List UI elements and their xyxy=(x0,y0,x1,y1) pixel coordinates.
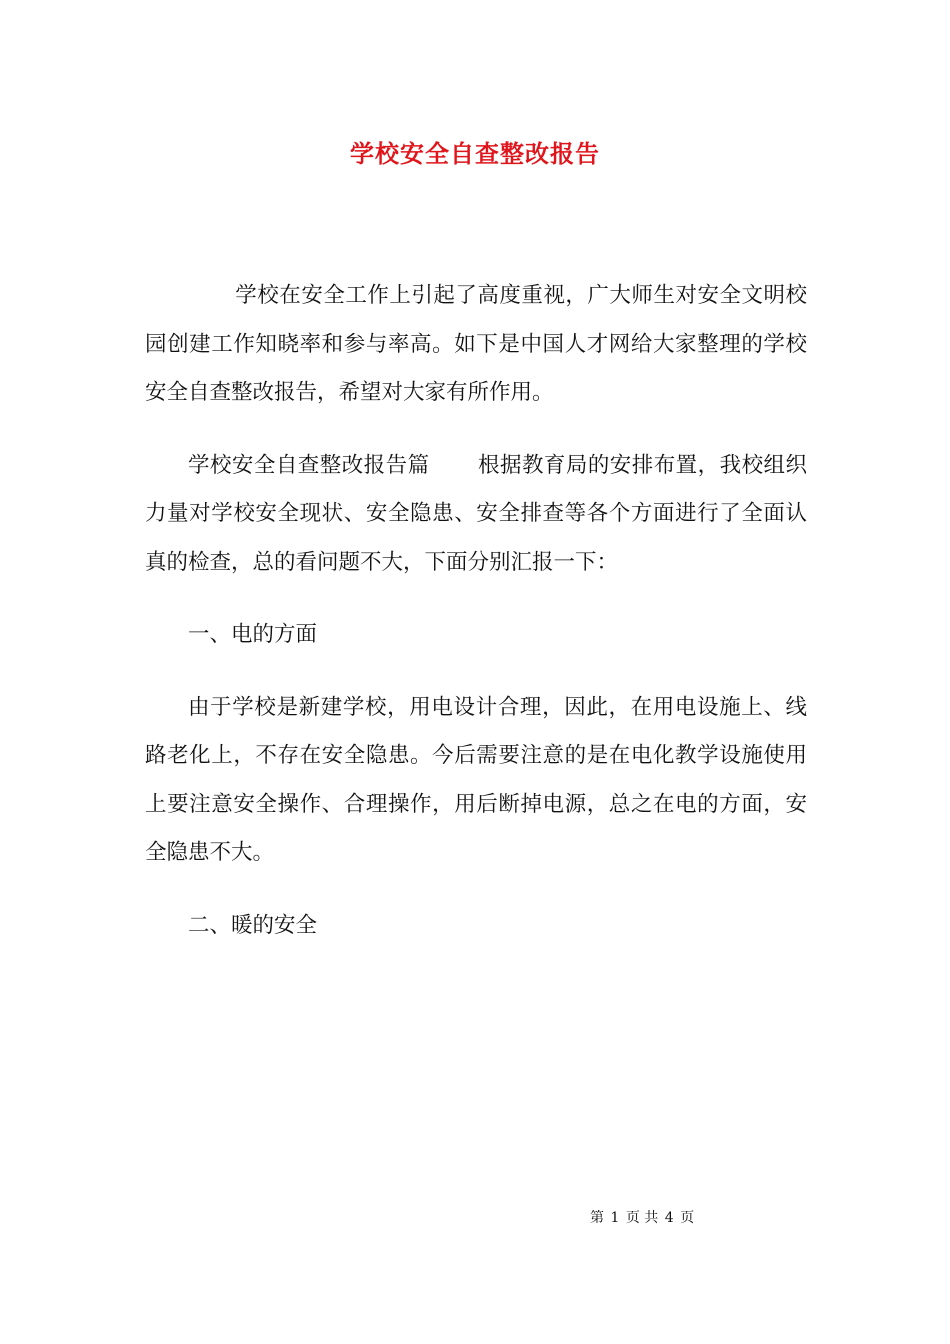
document-title: 学校安全自查整改报告 xyxy=(350,139,600,168)
current-page-number: 1 xyxy=(610,1210,620,1226)
page-label-suffix: 页 xyxy=(680,1210,695,1226)
report-intro-text: 根据教育局的安排布置，我校组织力量对学校安全现状、安全隐患、安全排查等各个方面进行了全面认真的检查，总的看问题不大，下面分别汇报一下： xyxy=(145,452,807,575)
document-body xyxy=(145,272,807,974)
total-pages-number: 4 xyxy=(664,1210,674,1226)
page-label-prefix: 第 xyxy=(590,1210,604,1226)
report-subtitle: 学校安全自查整改报告篇 xyxy=(188,452,430,478)
section-intro-paragraph xyxy=(145,442,807,588)
electric-paragraph: 由于学校是新建学校，用电设计合理，因此，在用电设施上、线路老化上，不存在安全隐患。今后需要注意的是在电化教学设施使用上要注意安全操作、合理操作，用后断掉电源，总之在电的方面，安全隐患不大。 xyxy=(145,694,807,865)
section-heading-heating: 二、暖的安全 xyxy=(188,912,318,938)
intro-paragraph: 学校在安全工作上引起了高度重视，广大师生对安全文明校园创建工作知晓率和参与率高。如下是中国人才网给大家整理的学校安全自查整改报告，希望对大家有所作用。 xyxy=(145,283,807,405)
page-footer xyxy=(590,1208,696,1228)
page-label-middle: 页 共 xyxy=(625,1210,659,1226)
section-heading-electric: 一、电的方面 xyxy=(188,622,318,647)
